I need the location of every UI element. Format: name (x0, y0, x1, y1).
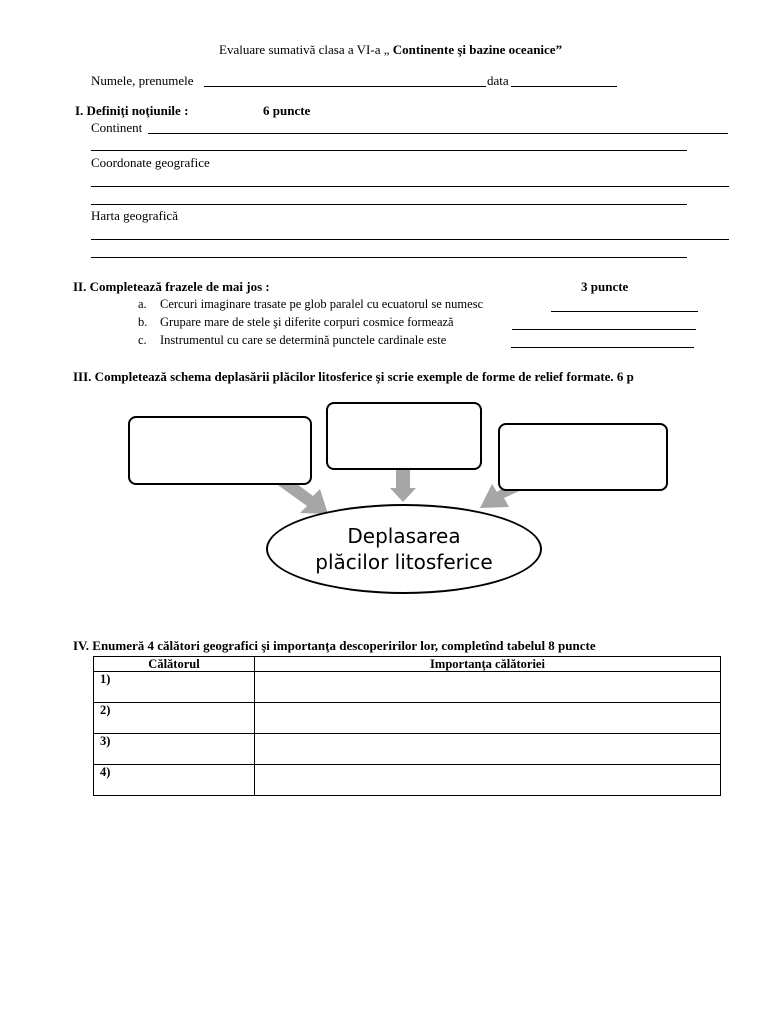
section4-heading: IV. Enumeră 4 călători geografici şi importanţa descoperirilor lor, completînd tabelul 8 puncte (73, 638, 596, 653)
row-number[interactable]: 4) (94, 765, 255, 796)
table-row (94, 703, 721, 734)
item-letter: b. (138, 315, 148, 329)
center-line1: Deplasarea (347, 524, 461, 548)
row-cell[interactable] (255, 703, 721, 734)
section2-heading: II. Completează frazele de mai jos : (73, 279, 270, 294)
empty-box-left[interactable] (128, 416, 312, 485)
term-harta: Harta geografică (91, 208, 178, 223)
row-cell[interactable] (255, 765, 721, 796)
empty-box-middle[interactable] (326, 402, 482, 470)
item-letter: c. (138, 333, 147, 347)
term-coordonate: Coordonate geografice (91, 155, 210, 170)
col-calatorul: Călătorul (94, 657, 255, 672)
term-continent: Continent (91, 120, 143, 135)
row-cell[interactable] (255, 672, 721, 703)
row-number[interactable]: 2) (94, 703, 255, 734)
col-importanta: Importanţa călătoriei (255, 657, 721, 672)
row-number[interactable]: 3) (94, 734, 255, 765)
row-number[interactable]: 1) (94, 672, 255, 703)
table-row (94, 734, 721, 765)
section2-points: 3 puncte (581, 279, 629, 294)
center-line2: plăcilor litosferice (315, 550, 493, 574)
date-label: data (487, 73, 509, 88)
table-row (94, 672, 721, 703)
item-letter: a. (138, 297, 147, 311)
item-text: Cercuri imaginare trasate pe glob paralel cu ecuatorul se numesc (160, 297, 484, 311)
title-prefix: Evaluare sumativă clasa a VI-a „ (219, 42, 393, 57)
title-bold: Continente şi bazine oceanice” (392, 42, 563, 57)
name-label: Numele, prenumele (91, 73, 194, 88)
center-ellipse (266, 504, 542, 594)
item-text: Instrumentul cu care se determină punctele cardinale este (160, 333, 447, 347)
table-row (94, 765, 721, 796)
section3-heading: III. Completează schema deplasării plăcilor litosferice şi scrie exemple de forme de relief formate. 6 p (73, 369, 634, 384)
row-cell[interactable] (255, 734, 721, 765)
arrow-middle (390, 470, 416, 502)
section1-heading: I. Definiţi noţiunile : (75, 103, 189, 118)
empty-box-right[interactable] (498, 423, 668, 491)
table-header-row (94, 657, 721, 672)
travelers-table (93, 656, 721, 796)
item-text: Grupare mare de stele şi diferite corpuri cosmice formează (160, 315, 454, 329)
section1-points: 6 puncte (263, 103, 311, 118)
